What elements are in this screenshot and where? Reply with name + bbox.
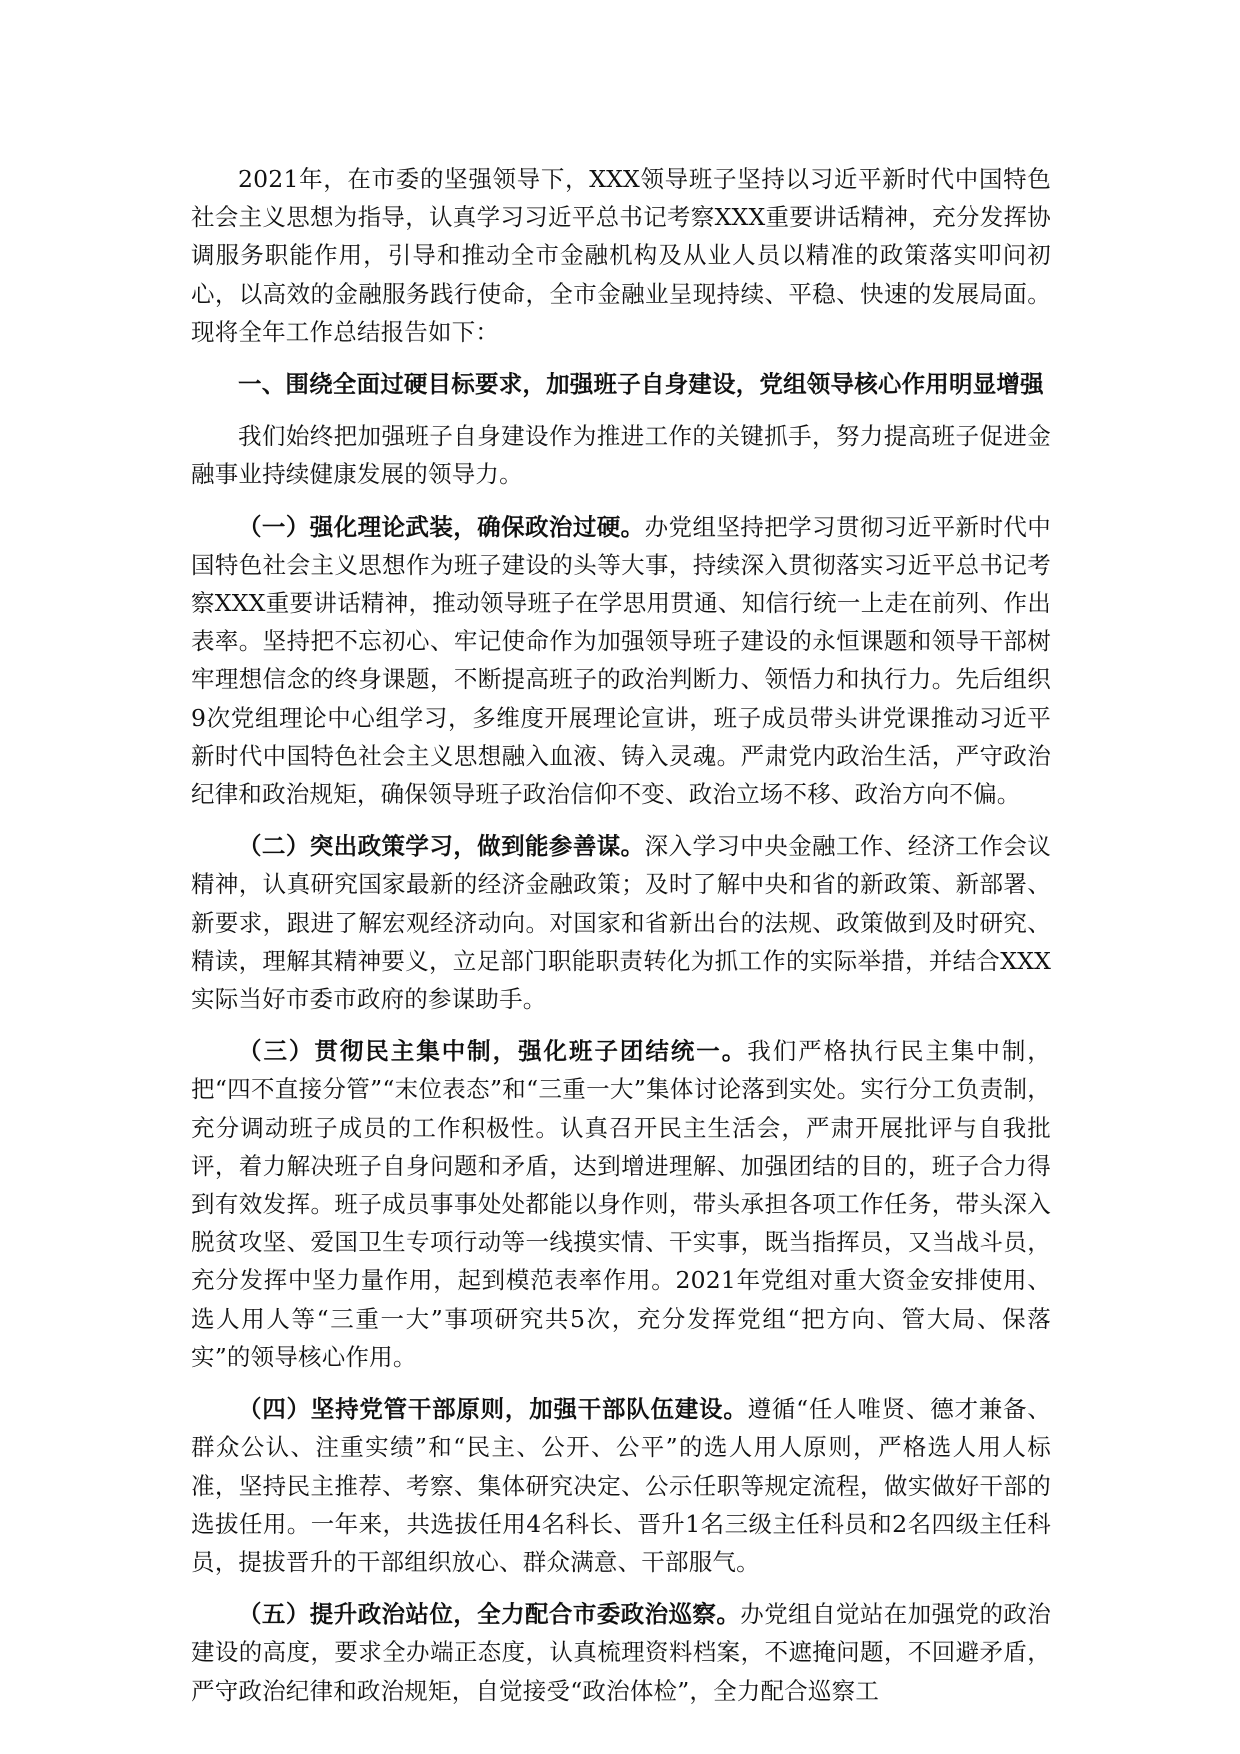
item-paragraph-5 [191, 1595, 1051, 1710]
item-paragraph-3 [191, 1032, 1051, 1376]
section-heading: 一、围绕全面过硬目标要求，加强班子自身建设，党组领导核心作用明显增强 [238, 370, 1044, 399]
item-title: （二）突出政策学习，做到能参善谋。 [238, 832, 645, 861]
intro-paragraph: 2021年，在市委的坚强领导下，XXX领导班子坚持以习近平新时代中国特色社会主义思想为指导，认真学习习近平总书记考察XXX重要讲话精神，充分发挥协调服务职能作用，引导和推动全市金融机构及从业人员以精准的政策落实叩问初心，以高效的金融服务践行使命，全市金融业呈现持续、平稳、快速的发展局面。现将全年工作总结报告如下： [191, 165, 1051, 346]
item-body: 我们严格执行民主集中制，把“四不直接分管”“末位表态”和“三重一大”集体讨论落到实处。实行分工负责制，充分调动班子成员的工作积极性。认真召开民主生活会，严肃开展批评与自我批评，着力解决班子自身问题和矛盾，达到增进理解、加强团结的目的，班子合力得到有效发挥。班子成员事事处处都能以身作则，带头承担各项工作任务，带头深入脱贫攻坚、爱国卫生专项行动等一线摸实情、干实事，既当指挥员，又当战斗员，充分发挥中坚力量作用，起到模范表率作用。2021年党组对重大资金安排使用、选人用人等“三重一大”事项研究共5次，充分发挥党组“把方向、管大局、保落实”的领导核心作用。 [191, 1037, 1052, 1371]
item-body: 深入学习中央金融工作、经济工作会议精神，认真研究国家最新的经济金融政策；及时了解中央和省的新政策、新部署、新要求，跟进了解宏观经济动向。对国家和省新出台的法规、政策做到及时研究、精读，理解其精神要义，立足部门职能职责转化为抓工作的实际举措，并结合XXX实际当好市委市政府的参谋助手。 [191, 832, 1051, 1014]
item-title: （一）强化理论武装，确保政治过硬。 [238, 512, 645, 541]
item-paragraph-4 [191, 1390, 1051, 1581]
item-paragraph-2 [191, 827, 1051, 1018]
section-lead-paragraph: 我们始终把加强班子自身建设作为推进工作的关键抓手，努力提高班子促进金融事业持续健康发展的领导力。 [191, 422, 1051, 489]
item-body: 遵循“任人唯贤、德才兼备、群众公认、注重实绩”和“民主、公开、公平”的选人用人原则，严格选人用人标准，坚持民主推荐、考察、集体研究决定、公示任职等规定流程，做实做好干部的选拔任用。一年来，共选拔任用4名科长、晋升1名三级主任科员和2名四级主任科员，提拔晋升的干部组织放心、群众满意、干部服气。 [191, 1395, 1051, 1576]
document-page [191, 160, 1051, 1724]
item-paragraph-1 [191, 508, 1051, 814]
item-title: （四）坚持党管干部原则，加强干部队伍建设。 [238, 1395, 748, 1424]
item-title: （五）提升政治站位，全力配合市委政治巡察。 [238, 1600, 741, 1629]
item-body: 办党组自觉站在加强党的政治建设的高度，要求全办端正态度，认真梳理资料档案，不遮掩问题，不回避矛盾，严守政治纪律和政治规矩，自觉接受“政治体检”，全力配合巡察工 [191, 1600, 1051, 1705]
item-body: 办党组坚持把学习贯彻习近平新时代中国特色社会主义思想作为班子建设的头等大事，持续深入贯彻落实习近平总书记考察XXX重要讲话精神，推动领导班子在学思用贯通、知信行统一上走在前列、作出表率。坚持把不忘初心、牢记使命作为加强领导班子建设的永恒课题和领导干部树牢理想信念的终身课题，不断提高班子的政治判断力、领悟力和执行力。先后组织9次党组理论中心组学习，多维度开展理论宣讲，班子成员带头讲党课推动习近平新时代中国特色社会主义思想融入血液、铸入灵魂。严肃党内政治生活，严守政治纪律和政治规矩，确保领导班子政治信仰不变、政治立场不移、政治方向不偏。 [191, 512, 1051, 809]
item-title: （三）贯彻民主集中制，强化班子团结统一。 [238, 1037, 748, 1066]
